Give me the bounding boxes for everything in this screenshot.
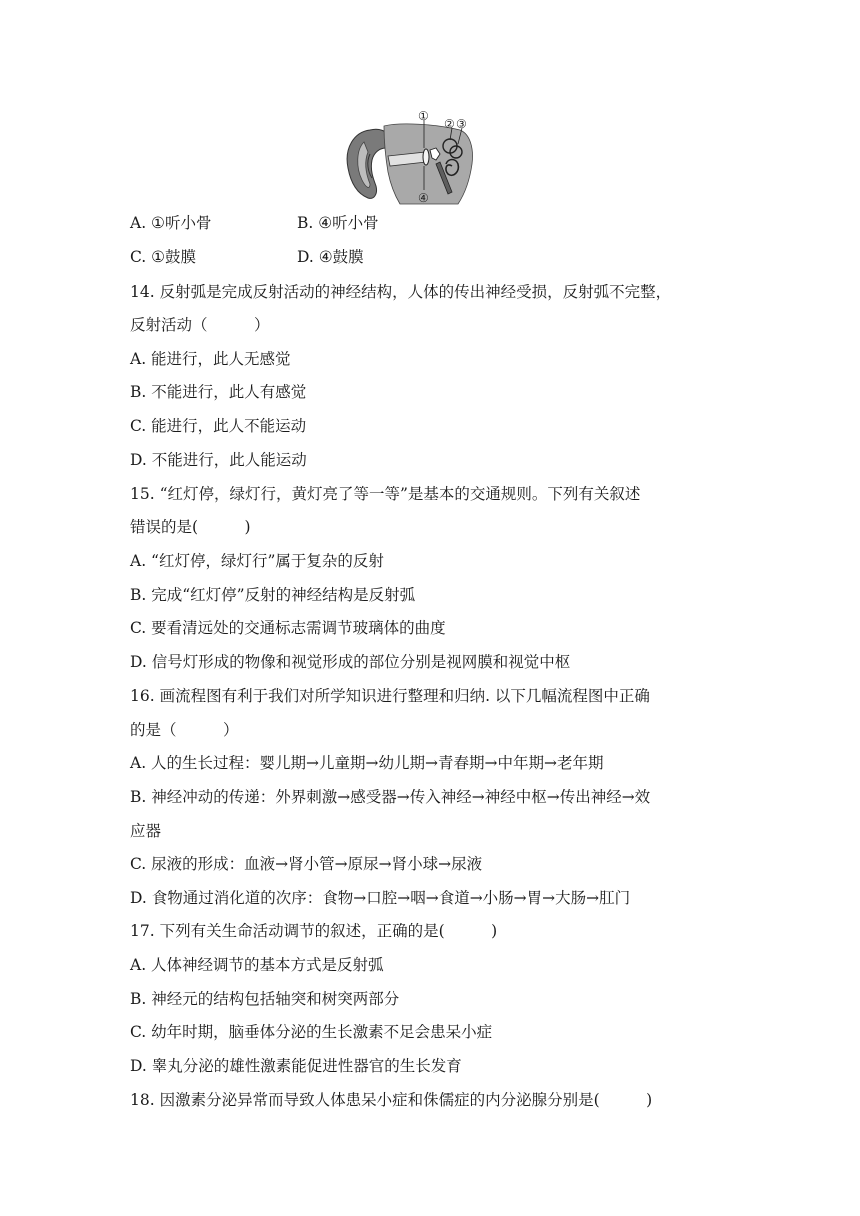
q16-option-c[interactable]: C. 尿液的形成：血液→肾小管→原尿→肾小球→尿液	[130, 855, 483, 873]
q15-stem-line-1: 15. “红灯停，绿灯行，黄灯亮了等一等”是基本的交通规则。下列有关叙述	[130, 485, 641, 503]
q15-option-b[interactable]: B. 完成“红灯停”反射的神经结构是反射弧	[130, 586, 416, 604]
q16-option-b[interactable]: B. 神经冲动的传递：外界刺激→感受器→传入神经→神经中枢→传出神经→效	[130, 788, 651, 806]
q17-option-a[interactable]: A. 人体神经调节的基本方式是反射弧	[130, 956, 384, 974]
q15-option-d[interactable]: D. 信号灯形成的物像和视觉形成的部位分别是视网膜和视觉中枢	[130, 653, 571, 671]
q16-option-b-continued: 应器	[130, 822, 162, 840]
q16-option-d[interactable]: D. 食物通过消化道的次序：食物→口腔→咽→食道→小肠→胃→大肠→肛门	[130, 889, 631, 907]
q13-option-c[interactable]: C. ①鼓膜	[130, 248, 197, 266]
q15-option-a[interactable]: A. “红灯停，绿灯行”属于复杂的反射	[130, 552, 384, 570]
q13-option-a[interactable]: A. ①听小骨	[130, 214, 212, 232]
q17-option-b[interactable]: B. 神经元的结构包括轴突和树突两部分	[130, 990, 400, 1008]
q17-option-d[interactable]: D. 睾丸分泌的雄性激素能促进性器官的生长发育	[130, 1057, 462, 1075]
marker-3: ③	[456, 117, 467, 131]
q17-option-c[interactable]: C. 幼年时期，脑垂体分泌的生长激素不足会患呆小症	[130, 1023, 493, 1041]
q15-option-c[interactable]: C. 要看清远处的交通标志需调节玻璃体的曲度	[130, 619, 446, 637]
q14-option-b[interactable]: B. 不能进行，此人有感觉	[130, 383, 307, 401]
marker-1: ①	[418, 109, 429, 123]
q13-options-row-1	[130, 212, 379, 234]
q16-option-a[interactable]: A. 人的生长过程：婴儿期→儿童期→幼儿期→青春期→中年期→老年期	[130, 754, 604, 772]
q18-stem-line-1: 18. 因激素分泌异常而导致人体患呆小症和侏儒症的内分泌腺分别是( )	[130, 1091, 653, 1109]
q13-option-b[interactable]: B. ④听小骨	[297, 214, 379, 232]
q17-stem-line-1: 17. 下列有关生命活动调节的叙述，正确的是( )	[130, 922, 498, 940]
q16-stem-line-2: 的是（ ）	[130, 721, 239, 739]
q14-option-a[interactable]: A. 能进行，此人无感觉	[130, 350, 291, 368]
q15-stem-line-2: 错误的是( )	[130, 518, 251, 536]
marker-2: ②	[444, 117, 455, 131]
q13-options-row-2	[130, 246, 364, 268]
marker-4: ④	[418, 191, 429, 205]
q14-stem-line-1: 14. 反射弧是完成反射活动的神经结构，人体的传出神经受损，反射弧不完整，	[130, 283, 672, 301]
q14-option-c[interactable]: C. 能进行，此人不能运动	[130, 417, 307, 435]
ear-diagram	[340, 108, 476, 210]
q14-option-d[interactable]: D. 不能进行，此人能运动	[130, 451, 307, 469]
q16-stem-line-1: 16. 画流程图有利于我们对所学知识进行整理和归纳. 以下几幅流程图中正确	[130, 687, 650, 705]
q14-stem-line-2: 反射活动（ ）	[130, 316, 270, 334]
q13-option-d[interactable]: D. ④鼓膜	[297, 248, 364, 266]
